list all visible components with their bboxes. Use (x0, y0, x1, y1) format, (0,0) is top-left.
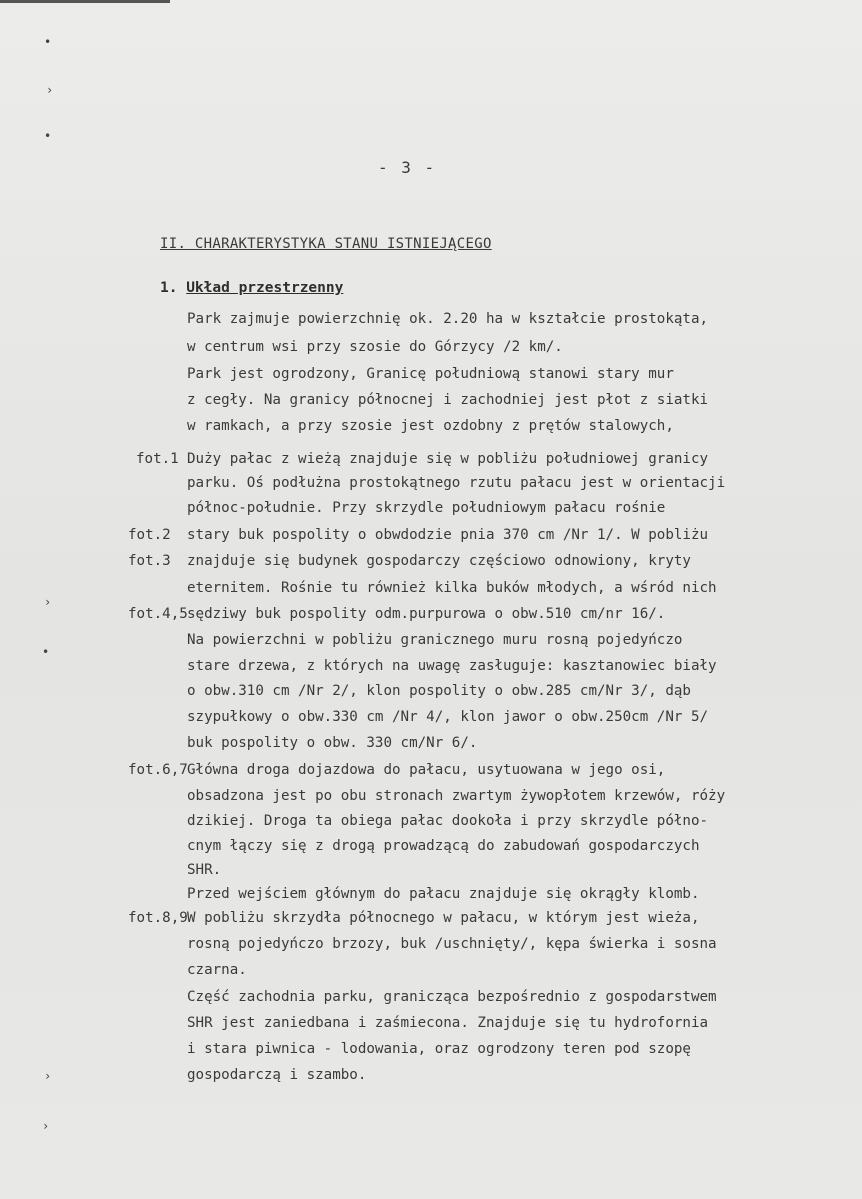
text-line: w centrum wsi przy szosie do Górzycy /2 km/. (187, 339, 563, 355)
text-line: obsadzona jest po obu stronach zwartym żywopłotem krzewów, róży (187, 788, 726, 804)
text-line: Część zachodnia parku, granicząca bezpośrednio z gospodarstwem (187, 989, 717, 1005)
text-line: SHR jest zaniedbana i zaśmiecona. Znajduje się tu hydrofornia (187, 1015, 709, 1031)
section-title: II. CHARAKTERYSTYKA STANU ISTNIEJĄCEGO (160, 236, 492, 252)
punch-mark: • (44, 35, 52, 49)
text-line: północ-południe. Przy skrzydle południowym pałacu rośnie (187, 500, 666, 516)
photo-reference: fot.4,5 (128, 606, 188, 622)
text-line: eternitem. Rośnie tu również kilka buków młodych, a wśród nich (187, 580, 717, 596)
text-line: Park zajmuje powierzchnię ok. 2.20 ha w kształcie prostokąta, (187, 311, 709, 327)
punch-mark: • (44, 129, 52, 143)
text-line: czarna. (187, 962, 247, 978)
text-line: stare drzewa, z których na uwagę zasługuje: kasztanowiec biały (187, 658, 717, 674)
text-line: z cegły. Na granicy północnej i zachodniej jest płot z siatki (187, 392, 709, 408)
text-line: W pobliżu skrzydła północnego w pałacu, w którym jest wieża, (187, 910, 700, 926)
text-line: stary buk pospolity o obwdodzie pnia 370 cm /Nr 1/. W pobliżu (187, 527, 709, 543)
punch-mark: • (42, 645, 50, 659)
page-number: - 3 - (378, 158, 437, 177)
text-line: buk pospolity o obw. 330 cm/Nr 6/. (187, 735, 478, 751)
text-line: rosną pojedyńczo brzozy, buk /uschnięty/, kępa świerka i sosna (187, 936, 717, 952)
photo-reference: fot.1 (136, 451, 179, 467)
text-line: dzikiej. Droga ta obiega pałac dookoła i przy skrzydle półno- (187, 813, 709, 829)
text-line: Przed wejściem głównym do pałacu znajduje się okrągły klomb. (187, 886, 700, 902)
punch-mark: › (42, 1119, 50, 1133)
punch-mark: › (44, 595, 52, 609)
text-line: szypułkowy o obw.330 cm /Nr 4/, klon jawor o obw.250cm /Nr 5/ (187, 709, 709, 725)
page-edge (0, 0, 170, 3)
text-line: znajduje się budynek gospodarczy częściowo odnowiony, kryty (187, 553, 691, 569)
text-line: Na powierzchni w pobliżu granicznego muru rosną pojedyńczo (187, 632, 683, 648)
text-line: SHR. (187, 862, 222, 878)
punch-mark: › (44, 1069, 52, 1083)
photo-reference: fot.8,9 (128, 910, 188, 926)
text-line: sędziwy buk pospolity odm.purpurowa o obw.510 cm/nr 16/. (187, 606, 666, 622)
text-line: i stara piwnica - lodowania, oraz ogrodzony teren pod szopę (187, 1041, 691, 1057)
photo-reference: fot.2 (128, 527, 171, 543)
punch-mark: › (46, 83, 54, 97)
photo-reference: fot.6,7 (128, 762, 188, 778)
text-line: Główna droga dojazdowa do pałacu, usytuowana w jego osi, (187, 762, 666, 778)
text-line: gospodarczą i szambo. (187, 1067, 367, 1083)
text-line: cnym łączy się z drogą prowadzącą do zabudowań gospodarczych (187, 838, 700, 854)
text-line: parku. Oś podłużna prostokątnego rzutu pałacu jest w orientacji (187, 475, 726, 491)
subsection-heading (160, 280, 343, 296)
subsection-number: 1. (160, 280, 178, 296)
text-line: Park jest ogrodzony, Granicę południową stanowi stary mur (187, 366, 674, 382)
photo-reference: fot.3 (128, 553, 171, 569)
subsection-title: Układ przestrzenny (186, 280, 344, 296)
text-line: w ramkach, a przy szosie jest ozdobny z prętów stalowych, (187, 418, 674, 434)
text-line: Duży pałac z wieżą znajduje się w pobliżu południowej granicy (187, 451, 709, 467)
text-line: o obw.310 cm /Nr 2/, klon pospolity o obw.285 cm/Nr 3/, dąb (187, 683, 691, 699)
